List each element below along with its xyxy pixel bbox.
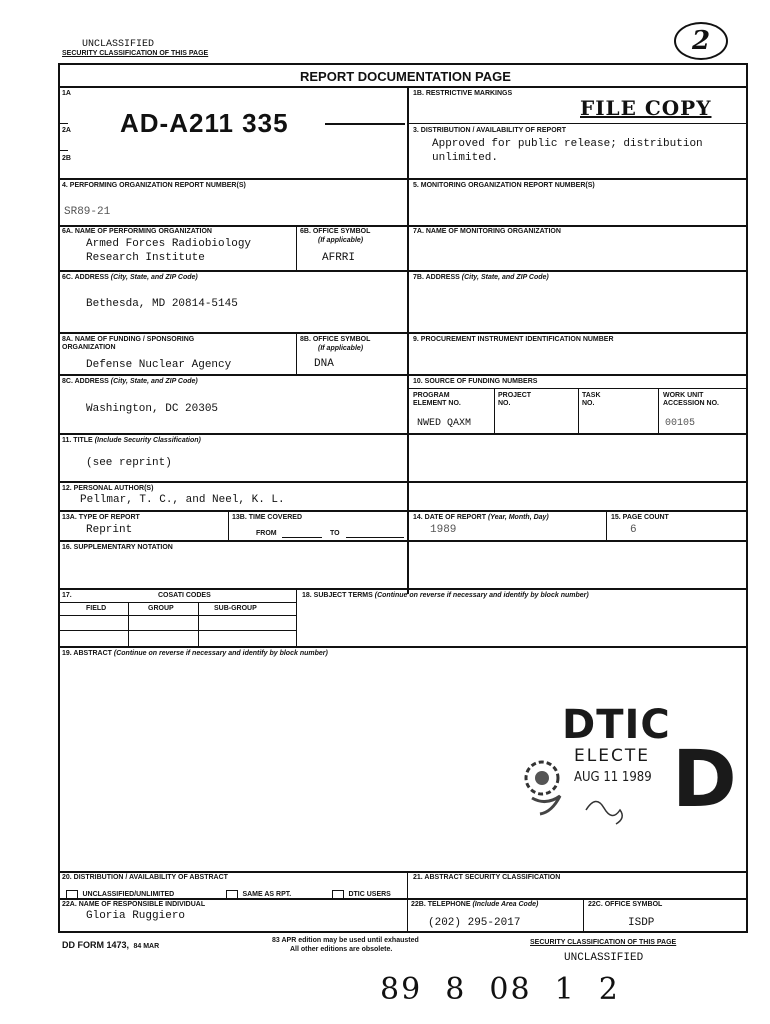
title-row-divider (58, 86, 746, 88)
field-6b-label: 6B. OFFICE SYMBOL (300, 228, 371, 235)
row-17-b (58, 630, 296, 631)
field-4-value: SR89-21 (64, 206, 111, 218)
field-7b-sub: (City, State, and ZIP Code) (461, 274, 549, 281)
col-8b-divider (296, 332, 297, 374)
row-16-top (58, 540, 746, 542)
col-15-divider (606, 510, 607, 540)
field-10-project-label-2: NO. (498, 400, 511, 407)
accession-underline (325, 123, 405, 125)
field-22b-value: (202) 295-2017 (428, 917, 521, 929)
form-left-border (58, 63, 60, 933)
field-9-label: 9. PROCUREMENT INSTRUMENT IDENTIFICATION NUMBER (413, 336, 614, 343)
field-8a-label-line1: 8A. NAME OF FUNDING / SPONSORING (62, 336, 195, 343)
field-7a-label: 7A. NAME OF MONITORING ORGANIZATION (413, 228, 561, 235)
dtic-seal-icon (522, 750, 576, 820)
field-2b-label: 2B (62, 155, 71, 162)
form-right-border (746, 63, 748, 933)
col-21-divider (407, 871, 408, 933)
row-17-top (58, 588, 746, 590)
circled-number (674, 22, 728, 60)
form-id (62, 935, 159, 953)
field-19-sub: (Continue on reverse if necessary and identify by block number) (113, 650, 328, 657)
field-20-opt1-label: UNCLASSIFIED/UNLIMITED (82, 890, 175, 898)
row-13-top (58, 510, 746, 512)
field-6c-value: Bethesda, MD 20814-5145 (86, 298, 238, 310)
field-19-label-text: 19. ABSTRACT (62, 650, 112, 657)
row-19-top (58, 646, 746, 648)
field-1a-label: 1A (62, 90, 71, 97)
dtic-stamp-date: AUG 11 1989 (574, 770, 652, 785)
form-id-text: DD FORM 1473, (62, 940, 130, 950)
field-13b-to: TO (330, 530, 340, 537)
col-6b-divider (296, 225, 297, 270)
field-20-opt3-label: DTIC USERS (348, 890, 391, 898)
field-15-label: 15. PAGE COUNT (611, 514, 669, 521)
field-10-task-label-1: TASK (582, 392, 601, 399)
field-12-label: 12. PERSONAL AUTHOR(S) (62, 485, 154, 492)
row-17-sub (58, 602, 296, 603)
field-3-value-line2: unlimited. (432, 152, 499, 164)
field-3-value-line1: Approved for public release; distribution (432, 138, 703, 150)
field-6a-label: 6A. NAME OF PERFORMING ORGANIZATION (62, 228, 212, 235)
page-title: REPORT DOCUMENTATION PAGE (300, 69, 511, 84)
field-22b-label (411, 901, 538, 909)
field-10-program-label-1: PROGRAM (413, 392, 450, 399)
field-17-title: COSATI CODES (158, 592, 211, 599)
field-18-label-text: 18. SUBJECT TERMS (302, 592, 373, 599)
field-8c-label-text: 8C. ADDRESS (62, 378, 109, 385)
field-20-opt3[interactable] (332, 886, 391, 904)
field-1b-label: 1B. RESTRICTIVE MARKINGS (413, 90, 513, 97)
field-22c-label: 22C. OFFICE SYMBOL (588, 901, 663, 908)
field-8b-sub-text: (If applicable) (318, 345, 364, 352)
security-classification-label-bottom: SECURITY CLASSIFICATION OF THIS PAGE (530, 939, 677, 946)
dtic-stamp-electe: ELECTE (574, 746, 650, 766)
tick-2b (58, 150, 68, 151)
dtic-stamp (520, 700, 737, 850)
form-bottom-border (58, 931, 746, 933)
col-18-divider (296, 588, 297, 646)
bottom-number: 89 8 08 1 2 (380, 972, 620, 1007)
row-12-top (58, 481, 746, 483)
field-8b-sub (318, 345, 363, 353)
field-22a-value: Gloria Ruggiero (86, 910, 186, 922)
row-8c-top (58, 374, 746, 376)
col-13b-divider (228, 510, 229, 540)
field-10-program-label-2: ELEMENT NO. (413, 400, 461, 407)
security-classification-label-top: SECURITY CLASSIFICATION OF THIS PAGE (62, 50, 209, 57)
field-10-workunit-label-2: ACCESSION NO. (663, 400, 720, 407)
field-17-label: 17. (62, 592, 72, 599)
col-10-workunit (658, 388, 659, 433)
field-8b-label: 8B. OFFICE SYMBOL (300, 336, 371, 343)
field-4-label: 4. PERFORMING ORGANIZATION REPORT NUMBER(S) (62, 182, 246, 189)
field-8a-label-line2: ORGANIZATION (62, 344, 116, 351)
field-7b-label (413, 274, 549, 282)
field-6a-value-line2: Research Institute (86, 252, 205, 264)
field-10-program-value: NWED QAXM (417, 418, 472, 429)
edition-note-1: 83 APR edition may be used until exhausted (272, 937, 419, 944)
form-top-border (58, 63, 746, 65)
classification-top: UNCLASSIFIED (82, 39, 155, 50)
circled-number-text: 2 (691, 26, 711, 56)
col-22c-divider (583, 898, 584, 933)
field-18-sub: (Continue on reverse if necessary and identify by block number) (374, 592, 589, 599)
field-7b-label-text: 7B. ADDRESS (413, 274, 460, 281)
field-14-label-text: 14. DATE OF REPORT (413, 514, 486, 521)
field-2a-label: 2A (62, 127, 71, 134)
field-15-value: 6 (630, 524, 637, 536)
row-6-top (58, 225, 746, 227)
field-19-label (62, 650, 328, 658)
row-6c-top (58, 270, 746, 272)
row-22-top (58, 898, 746, 900)
field-8c-label (62, 378, 198, 386)
field-13b-to-line (346, 537, 404, 538)
field-13a-value: Reprint (86, 524, 133, 536)
field-8a-value: Defense Nuclear Agency (86, 359, 232, 371)
field-22c-value: ISDP (628, 917, 655, 929)
edition-note-2: All other editions are obsolete. (290, 946, 393, 953)
field-20-label: 20. DISTRIBUTION / AVAILABILITY OF ABSTRACT (62, 874, 228, 881)
field-11-label-text: 11. TITLE (62, 437, 93, 444)
main-column-divider (407, 86, 409, 594)
col-10-project (494, 388, 495, 433)
row-1b-divider (407, 123, 746, 124)
field-22a-label: 22A. NAME OF RESPONSIBLE INDIVIDUAL (62, 901, 206, 908)
field-6c-label-text: 6C. ADDRESS (62, 274, 109, 281)
row-10-sub-divider (407, 388, 746, 389)
field-17-field: FIELD (86, 605, 107, 612)
field-17-subgroup: SUB-GROUP (214, 605, 257, 612)
field-3-label: 3. DISTRIBUTION / AVAILABILITY OF REPORT (413, 127, 566, 134)
file-copy-stamp-text: FILE COPY (580, 96, 712, 120)
field-10-task-label-2: NO. (582, 400, 595, 407)
field-12-value: Pellmar, T. C., and Neel, K. L. (80, 494, 285, 506)
row-8a-top (58, 332, 746, 334)
field-6c-sub: (City, State, and ZIP Code) (110, 274, 198, 281)
field-6b-sub (318, 237, 363, 245)
field-11-value: (see reprint) (86, 457, 172, 469)
field-17-group: GROUP (148, 605, 174, 612)
field-13b-from-line (282, 537, 322, 538)
field-13a-label: 13A. TYPE OF REPORT (62, 514, 140, 521)
dtic-stamp-letter: D (672, 735, 737, 825)
row-11-top (58, 433, 746, 435)
field-10-workunit-label-1: WORK UNIT (663, 392, 704, 399)
tick-2a (58, 123, 68, 124)
dtic-signature-icon (582, 790, 632, 830)
form-date-text: 84 MAR (133, 943, 160, 950)
field-21-label: 21. ABSTRACT SECURITY CLASSIFICATION (413, 874, 561, 881)
field-8c-value: Washington, DC 20305 (86, 403, 219, 415)
field-5-label: 5. MONITORING ORGANIZATION REPORT NUMBER(S) (413, 182, 595, 189)
row-17-a (58, 615, 296, 616)
accession-number: AD-A211 335 (120, 108, 289, 138)
field-16-label: 16. SUPPLEMENTARY NOTATION (62, 544, 173, 551)
field-13b-from: FROM (256, 530, 277, 537)
field-6c-label (62, 274, 198, 282)
field-10-label: 10. SOURCE OF FUNDING NUMBERS (413, 378, 538, 385)
field-10-project-label-1: PROJECT (498, 392, 532, 399)
col-17-group (128, 602, 129, 646)
field-11-label (62, 437, 201, 445)
field-11-sub: (Include Security Classification) (94, 437, 201, 444)
field-20-opt2[interactable] (226, 886, 291, 904)
col-10-task (578, 388, 579, 433)
col-17-subgroup (198, 602, 199, 646)
file-copy-stamp (580, 96, 711, 120)
dtic-stamp-dtic: DTIC (562, 702, 671, 748)
field-8b-value: DNA (314, 358, 334, 370)
field-20-opt2-label: SAME AS RPT. (242, 890, 292, 898)
field-6b-value: AFRRI (322, 252, 356, 264)
field-10-workunit-value: 00105 (665, 418, 696, 429)
field-8c-sub: (City, State, and ZIP Code) (110, 378, 198, 385)
row-20-top (58, 871, 746, 873)
field-14-label (413, 514, 549, 522)
field-14-sub: (Year, Month, Day) (487, 514, 549, 521)
field-6a-value-line1: Armed Forces Radiobiology (86, 238, 252, 250)
classification-bottom: UNCLASSIFIED (564, 952, 644, 964)
field-22b-label-text: 22B. TELEPHONE (411, 901, 471, 908)
field-14-value: 1989 (430, 524, 457, 536)
row-4-top (58, 178, 746, 180)
field-13b-label: 13B. TIME COVERED (232, 514, 303, 521)
field-22b-sub: (Include Area Code) (472, 901, 539, 908)
field-6b-sub-text: (If applicable) (318, 237, 364, 244)
field-18-label (302, 592, 589, 600)
